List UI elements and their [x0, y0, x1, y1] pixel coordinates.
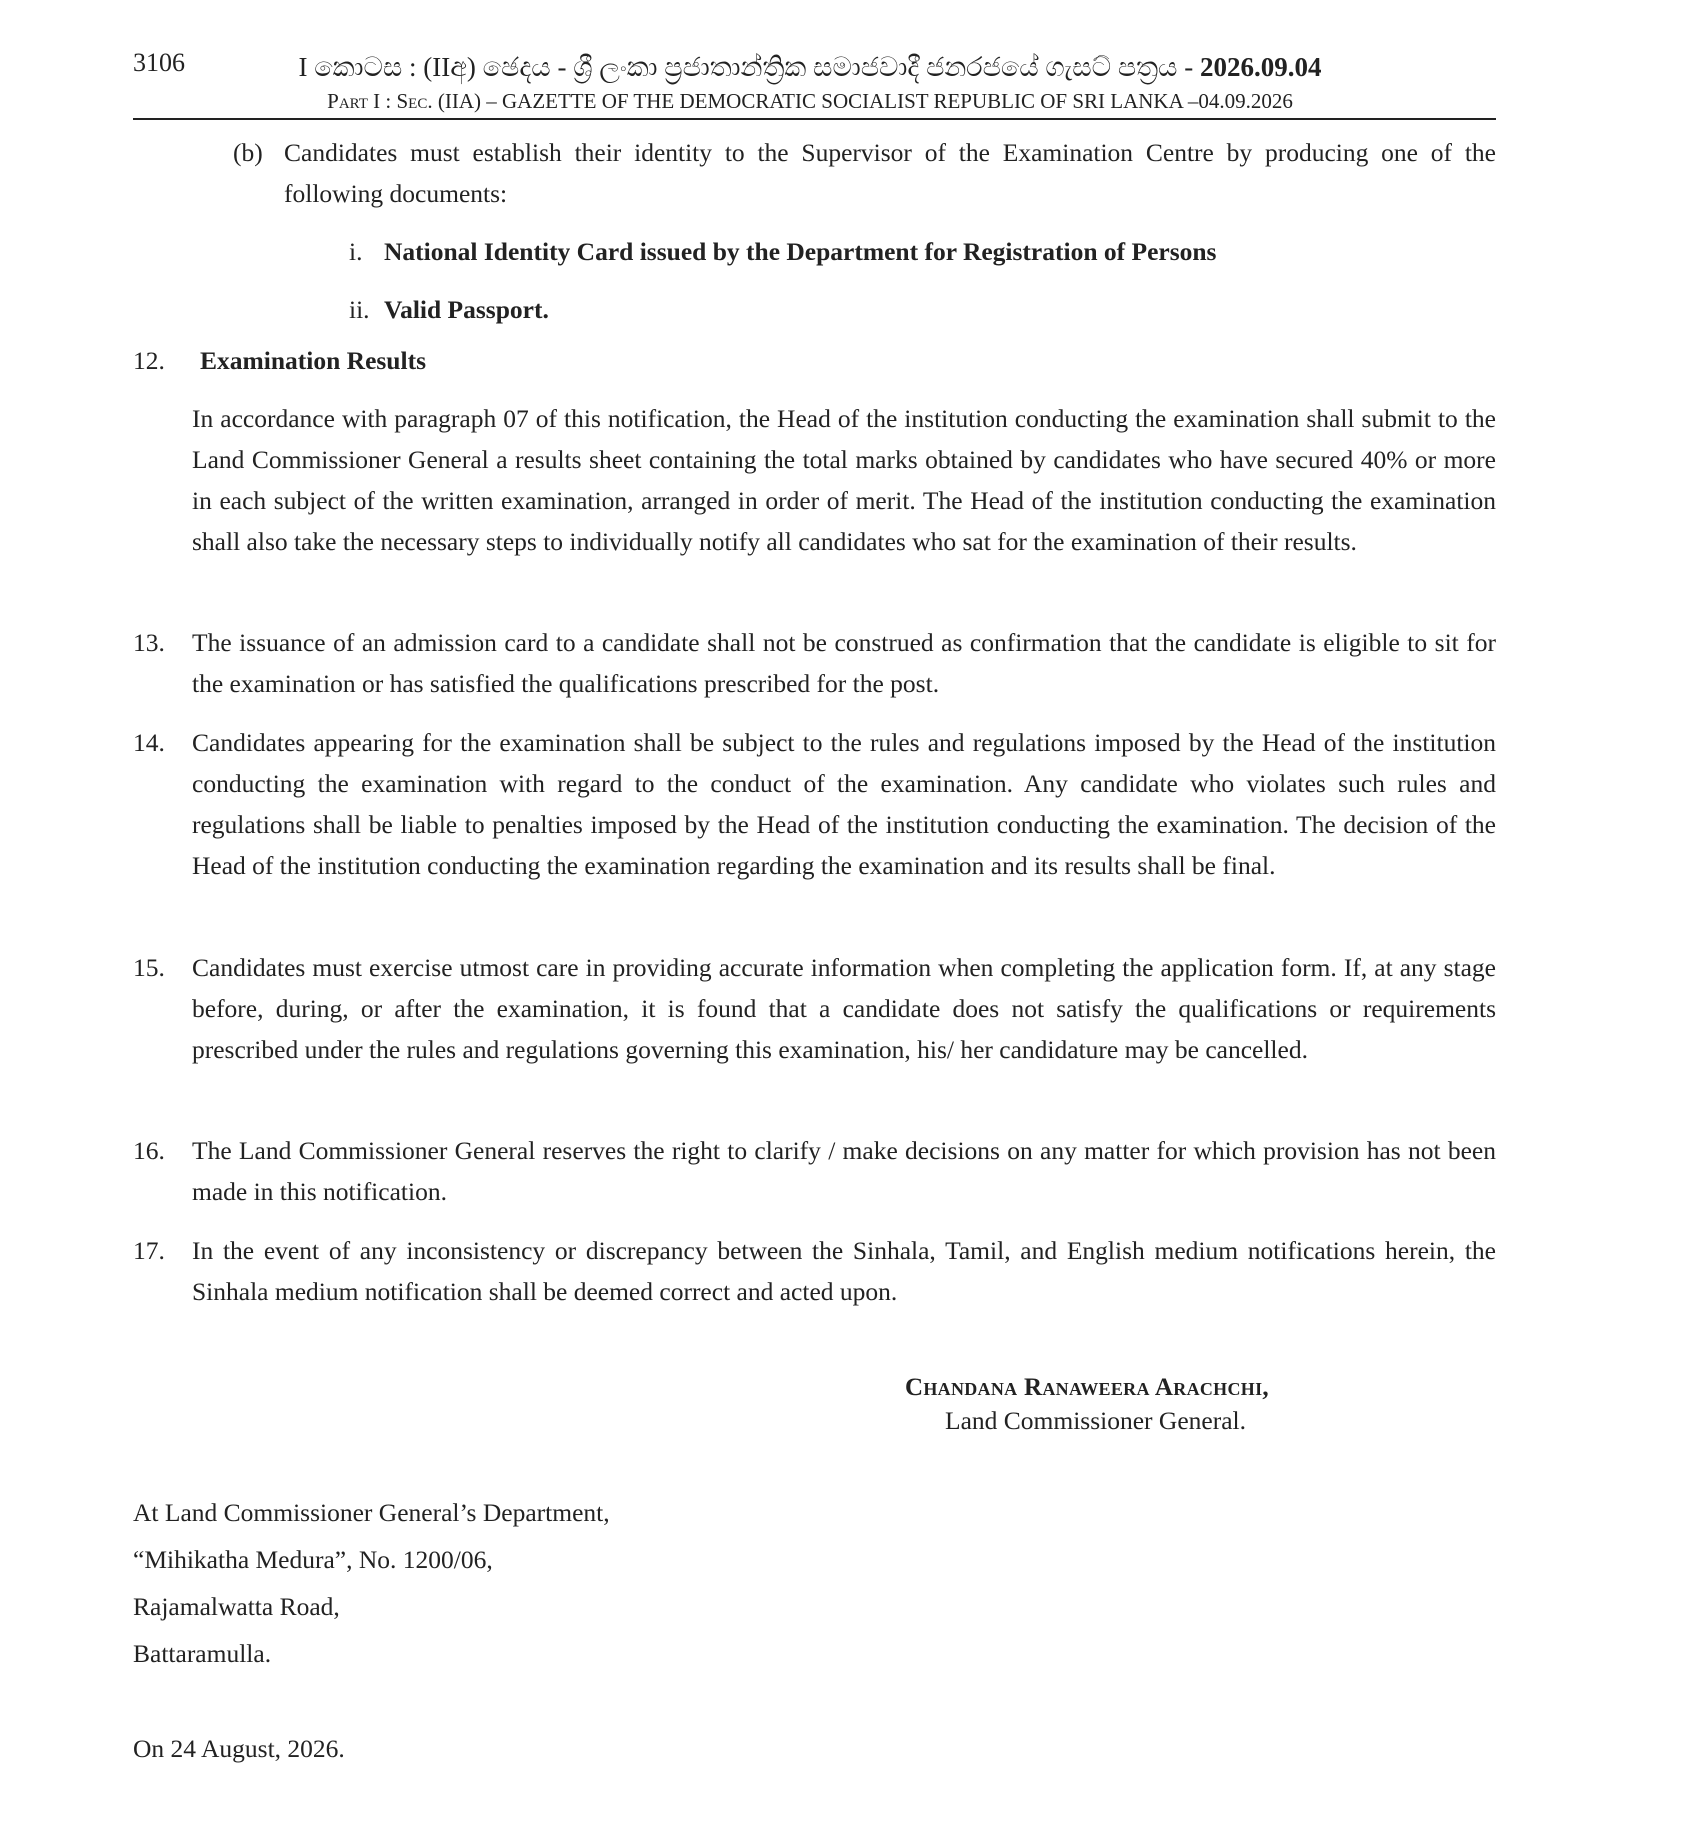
header-sinhala-line	[280, 50, 1340, 84]
header-english-line	[280, 86, 1340, 116]
address-line-2: “Mihikatha Medura”, No. 1200/06,	[133, 1545, 493, 1574]
signatory-title: Land Commissioner General.	[945, 1406, 1246, 1435]
section-17-number: 17.	[133, 1236, 165, 1265]
address-line-3: Rajamalwatta Road,	[133, 1592, 340, 1621]
header-sinhala-date: 2026.09.04	[1199, 52, 1322, 82]
item-b-text: Candidates must establish their identity to the Supervisor of the Examination Centre by producing one of the following documents:	[284, 138, 1496, 208]
header-sinhala-prefix: I කොටස : (IIඅ) ඡෙදය - ශ්‍රී ලංකා ප්‍රජාතාන්ත්‍රික සමාජවාදී ජනරජයේ ගැසට් පත්‍රය -	[298, 52, 1200, 82]
signatory-name: Chandana Ranaweera Arachchi,	[905, 1374, 1269, 1401]
section-14-number: 14.	[133, 728, 165, 757]
section-13-number: 13.	[133, 628, 165, 657]
issue-date: On 24 August, 2026.	[133, 1734, 345, 1763]
header-part-label: Part	[327, 89, 368, 113]
item-b-marker: (b)	[233, 138, 263, 167]
section-13-text: The issuance of an admission card to a candidate shall not be construed as confirmation that the candidate is eligible to sit for the examination or has satisfied the qualifications prescribed for the post.	[192, 628, 1496, 698]
address-line-1: At Land Commissioner General’s Department,	[133, 1498, 610, 1527]
section-12-heading: Examination Results	[200, 346, 426, 375]
header-sec-label: Sec.	[396, 89, 433, 113]
section-16-text: The Land Commissioner General reserves the right to clarify / make decisions on any matter for which provision has not been made in this notification.	[192, 1136, 1496, 1206]
header-part-number: I :	[367, 89, 397, 113]
section-14-text: Candidates appearing for the examination shall be subject to the rules and regulations imposed by the Head of the institution conducting the examination with regard to the conduct of the examination. Any candidate who violates such rules and regulations shall be liable to penalties imposed by the Head of the institution conducting the examination. The decision of the Head of the institution conducting the examination regarding the examination and its results shall be final.	[192, 728, 1496, 880]
address-line-4: Battaramulla.	[133, 1639, 272, 1668]
section-15-number: 15.	[133, 953, 165, 982]
doc-1-text: National Identity Card issued by the Department for Registration of Persons	[384, 237, 1217, 266]
page-number: 3106	[133, 48, 185, 77]
doc-2-text: Valid Passport.	[384, 295, 549, 324]
doc-2-marker: ii.	[349, 295, 370, 324]
section-16-number: 16.	[133, 1136, 165, 1165]
header-gazette-title: (IIA) – GAZETTE OF THE DEMOCRATIC SOCIALIST REPUBLIC OF SRI LANKA –04.09.2026	[432, 89, 1293, 113]
section-17-text: In the event of any inconsistency or discrepancy between the Sinhala, Tamil, and English medium notifications herein, the Sinhala medium notification shall be deemed correct and acted upon.	[192, 1236, 1496, 1306]
running-header	[280, 50, 1340, 116]
doc-1-marker: i.	[349, 237, 363, 266]
section-12-number: 12.	[133, 346, 165, 375]
section-15-text: Candidates must exercise utmost care in providing accurate information when completing the application form. If, at any stage before, during, or after the examination, it is found that a candidate does not satisfy the qualifications or requirements prescribed under the rules and regulations governing this examination, his/ her candidature may be cancelled.	[192, 953, 1496, 1064]
header-divider	[133, 118, 1496, 120]
section-12-text: In accordance with paragraph 07 of this notification, the Head of the institution conducting the examination shall submit to the Land Commissioner General a results sheet containing the total marks obtained by candidates who have secured 40% or more in each subject of the written examination, arranged in order of merit. The Head of the institution conducting the examination shall also take the necessary steps to individually notify all candidates who sat for the examination of their results.	[192, 404, 1496, 556]
